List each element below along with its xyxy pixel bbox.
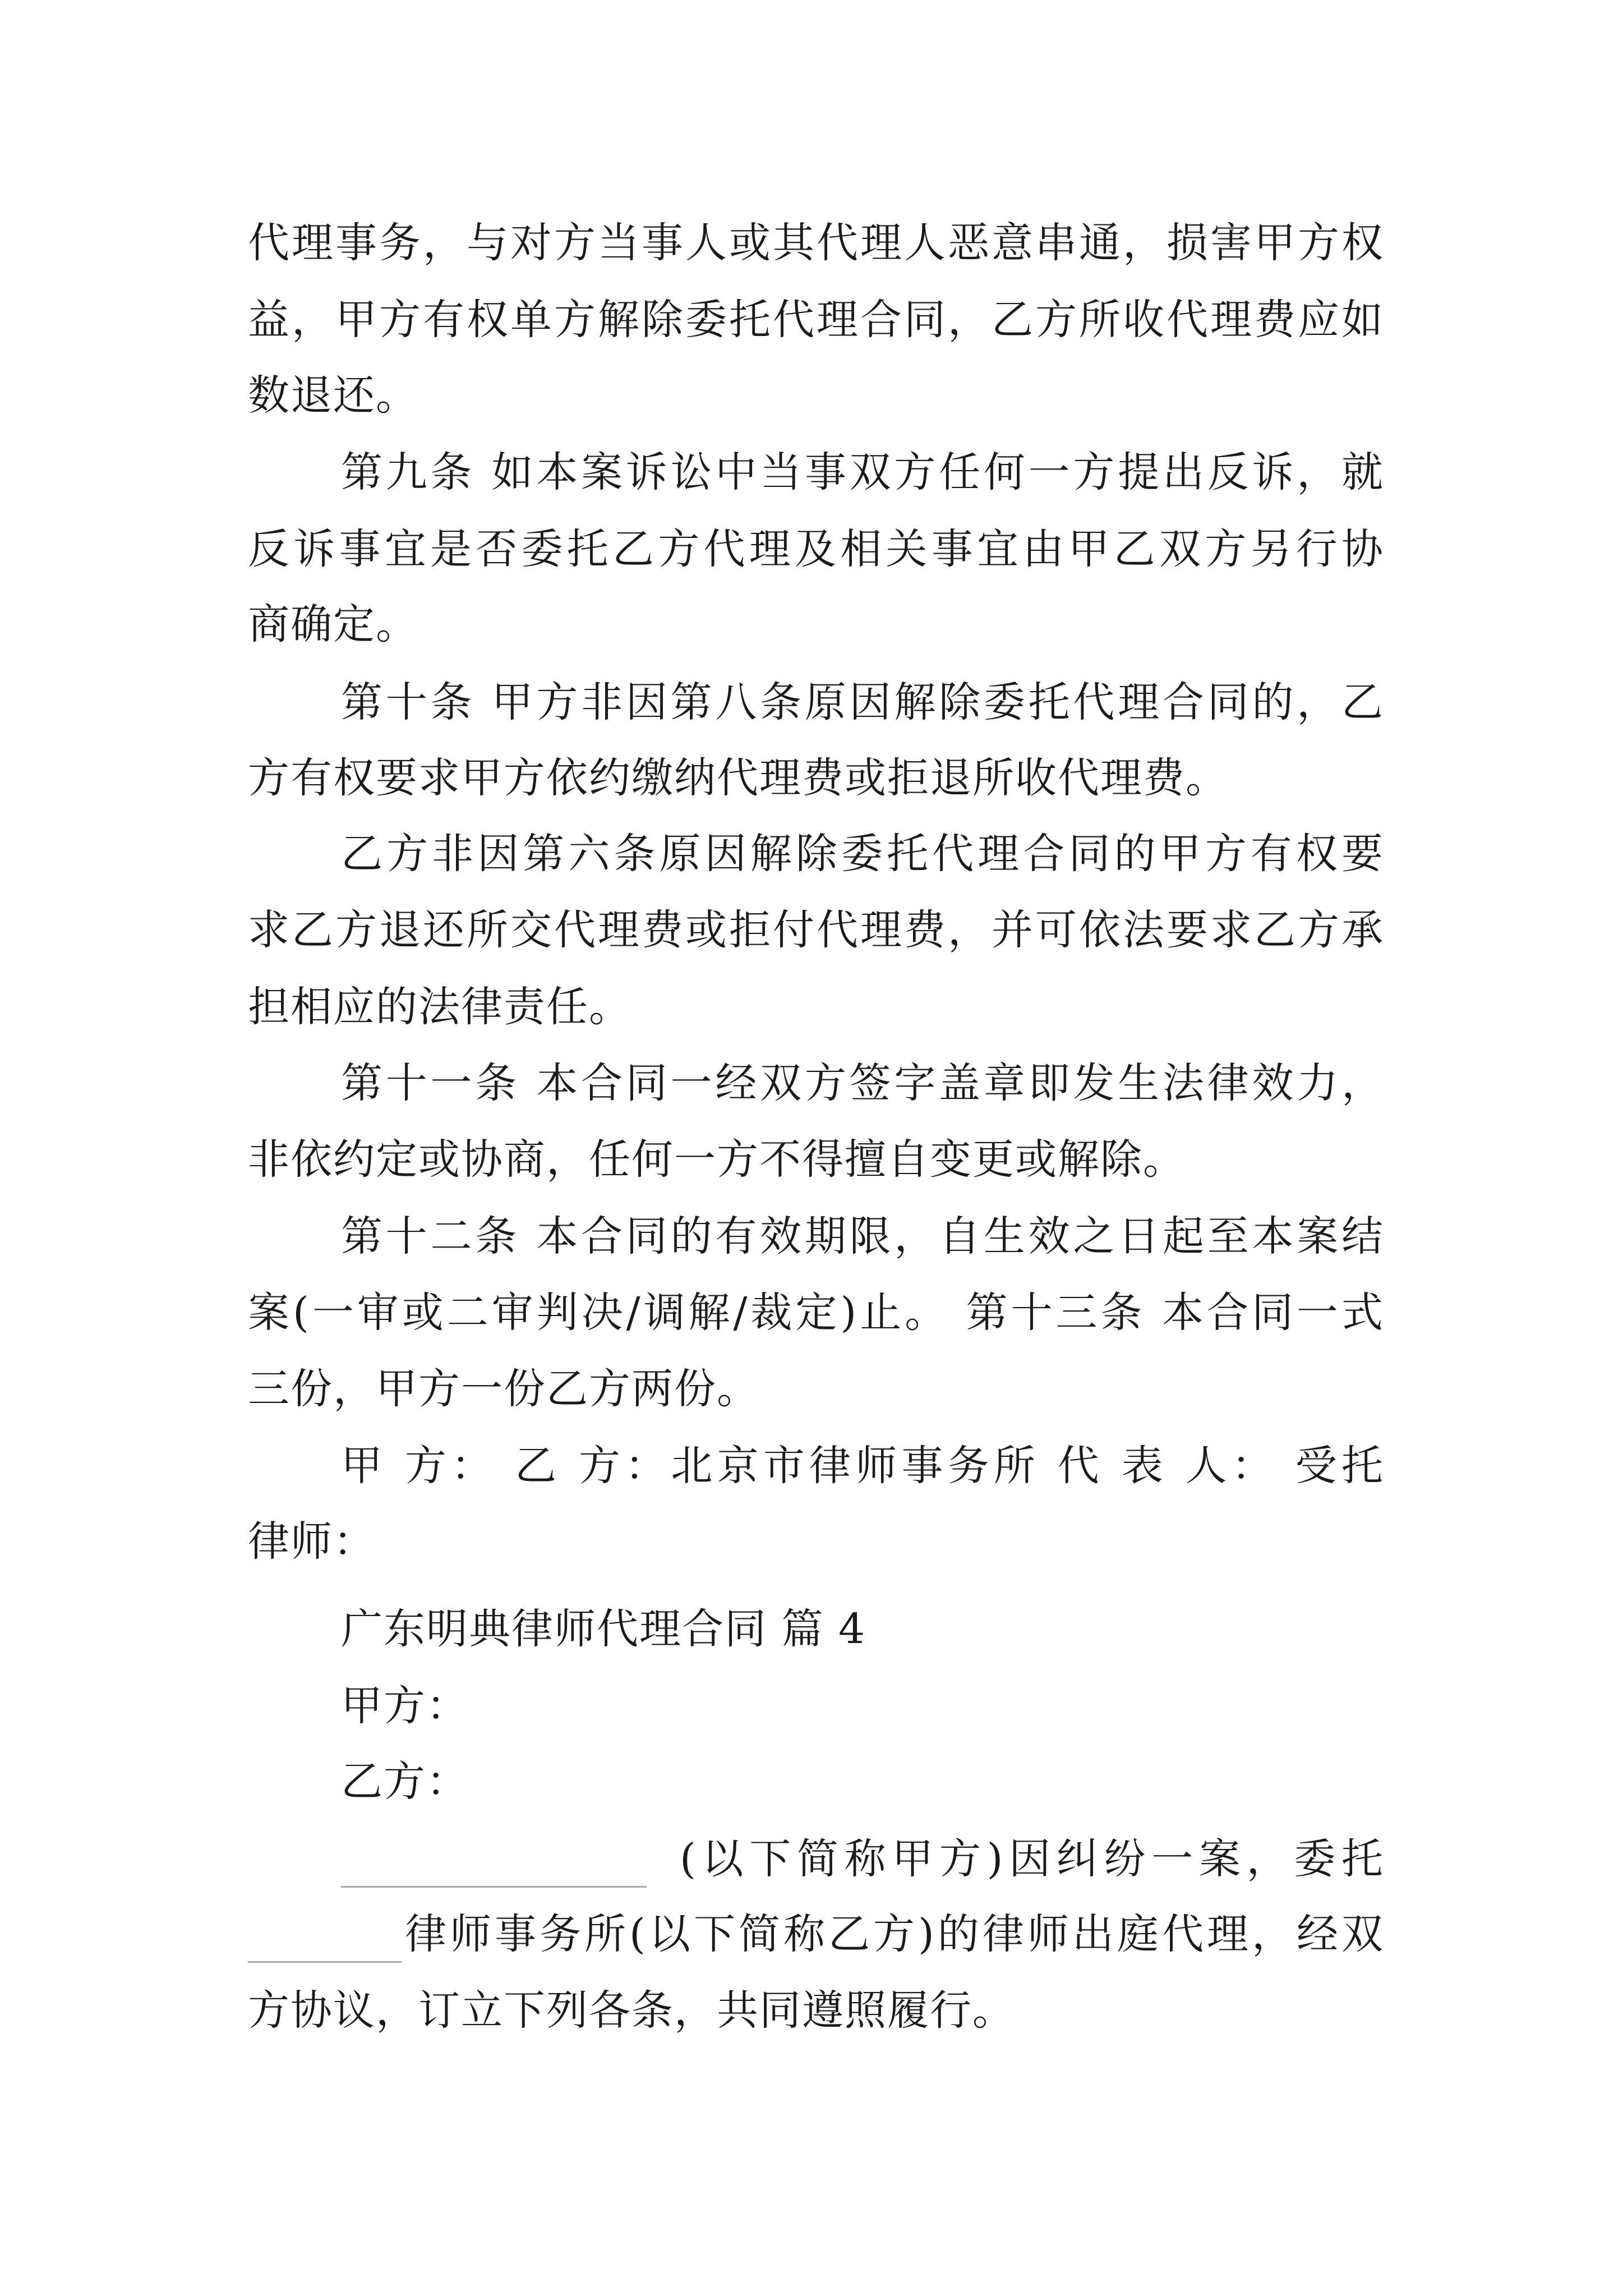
article-9-line: 第九条 如本案诉讼中当事双方任何一方提出反诉，就 <box>341 448 1384 496</box>
text-line: 方协议，订立下列各条，共同遵照履行。 <box>248 1986 1015 2035</box>
text-line: 律师事务所(以下简称乙方)的律师出庭代理，经双 <box>405 1910 1384 1958</box>
text-line: 益，甲方有权单方解除委托代理合同，乙方所收代理费应如 <box>248 296 1384 344</box>
text-line: 担相应的法律责任。 <box>248 983 631 1031</box>
text-line: 求乙方退还所交代理费或拒付代理费，并可依法要求乙方承 <box>248 906 1384 954</box>
text-line: 律师： <box>248 1517 376 1566</box>
section-heading: 广东明典律师代理合同 篇 4 <box>341 1605 866 1653</box>
party-a-label: 甲方： <box>341 1682 469 1730</box>
article-12-line: 第十二条 本合同的有效期限，自生效之日起至本案结 <box>341 1212 1384 1260</box>
text-line: 代理事务，与对方当事人或其代理人恶意串通，损害甲方权 <box>248 219 1384 267</box>
text-line: 乙方非因第六条原因解除委托代理合同的甲方有权要 <box>341 830 1384 878</box>
blank-law-firm-name <box>248 1910 402 1963</box>
text-line: 案(一审或二审判决/调解/裁定)止。 第十三条 本合同一式 <box>248 1289 1384 1337</box>
text-line: (以下简称甲方)因纠纷一案，委托 <box>680 1835 1384 1883</box>
text-line: 方有权要求甲方依约缴纳代理费或拒退所收代理费。 <box>248 754 1228 802</box>
text-line: 反诉事宜是否委托乙方代理及相关事宜由甲乙双方另行协 <box>248 525 1384 573</box>
text-line: 三份，甲方一份乙方两份。 <box>248 1365 759 1413</box>
text-line: 商确定。 <box>248 600 418 648</box>
blank-party-a-name <box>341 1834 647 1888</box>
signature-line: 甲 方： 乙 方：北京市律师事务所 代 表 人： 受托 <box>341 1442 1384 1490</box>
article-10-line: 第十条 甲方非因第八条原因解除委托代理合同的，乙 <box>341 678 1384 726</box>
article-11-line: 第十一条 本合同一经双方签字盖章即发生法律效力， <box>341 1059 1384 1107</box>
text-line: 非依约定或协商，任何一方不得擅自变更或解除。 <box>248 1135 1186 1184</box>
text-line: 数退还。 <box>248 371 418 420</box>
party-b-label: 乙方： <box>341 1757 469 1806</box>
